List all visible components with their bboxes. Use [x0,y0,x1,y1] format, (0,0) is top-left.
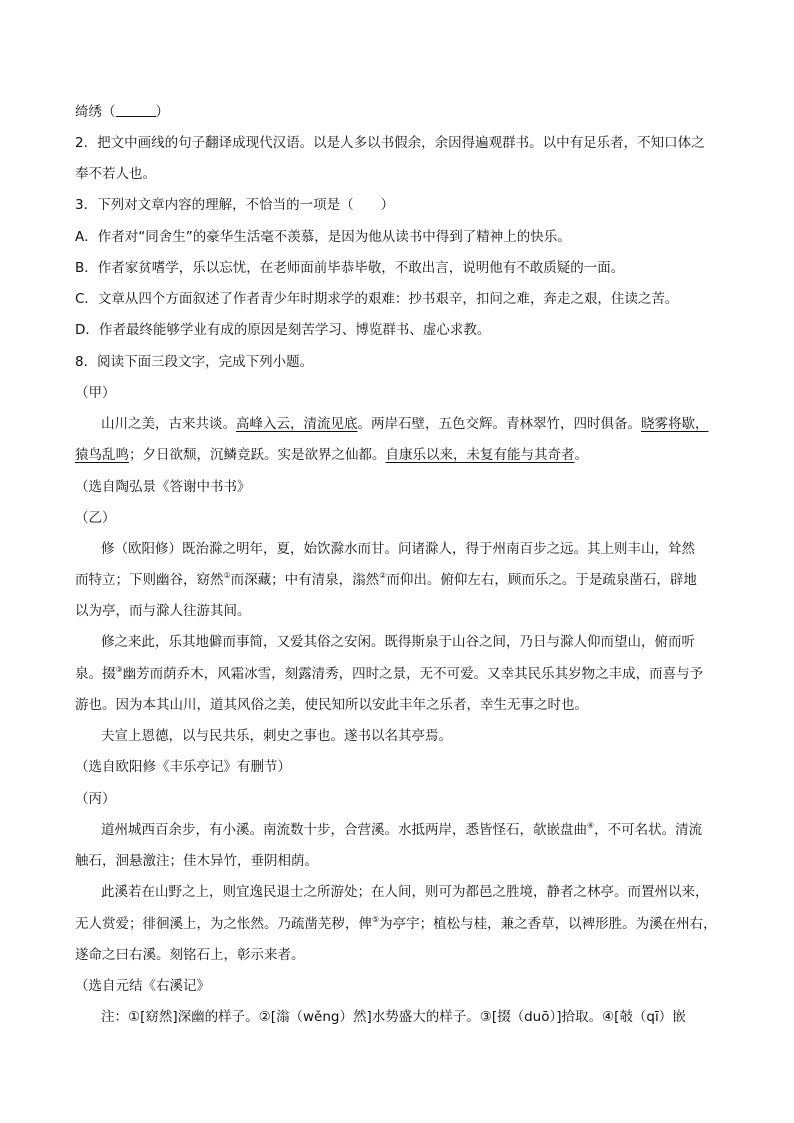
passage-bing-source: （选自元结《右溪记》 [75,978,210,994]
passage-yi-p1-line-1: 修（欧阳修）既治滁之明年，夏，始饮滁水而甘。问诸滁人，得于州南百步之远。其上则丰山，耸然 [101,541,695,557]
passage-jia-source: （选自陶弘景《答谢中书书》 [75,479,251,495]
jia-text: 。 [574,447,588,463]
underlined-sentence-3: 自康乐以来，未复有能与其奇者 [385,447,575,463]
passage-bing-p1-line-1 [101,819,731,841]
passage-jia-line-2 [75,444,735,466]
passage-bing-label: （丙） [75,791,116,807]
passage-yi-label: （乙） [75,510,116,526]
passage-bing-p1-line-2: 触石，洄悬激注；佳木异竹，垂阴相荫。 [75,853,318,869]
notes-line: 注：①[窈然]深幽的样子。②[滃（wěng）然]水势盛大的样子。③[掇（duō）]拾取。④[攲（qī）嵌 [101,1009,686,1025]
footnote-marker: ① [223,571,231,580]
footnote-marker: ④ [587,821,595,830]
q2-line-1: 2．把文中画线的句子翻译成现代汉语。以是人多以书假余，余因得遍观群书。以中有足乐者，不知口体之 [75,135,705,151]
passage-yi-p3: 夫宣上恩德，以与民共乐，刺史之事也。遂书以名其亭焉。 [101,728,452,744]
q8-stem: 8．阅读下面三段文字，完成下列小题。 [75,354,314,370]
footnote-marker: ③ [115,665,123,674]
q3-option-c: C．文章从四个方面叙述了作者青少年时期求学的艰难：抄书艰辛，扣问之难，奔走之艰，住读之苦。 [75,291,679,307]
passage-yi-p1-line-2 [75,569,735,591]
q1-tail-close: ） [155,104,169,120]
yi-text: 而特立；下则幽谷，窈然 [75,572,224,588]
underlined-sentence-1: 高峰入云，清流见底 [236,416,358,432]
yi-text: 而深藏；中有清泉，滃然 [230,572,380,588]
yi-text: 而仰出。俯仰左右，顾而乐之。于是疏泉凿石，辟地 [386,572,697,588]
underlined-sentence-2-cont: 猿鸟乱鸣 [75,447,129,463]
passage-yi-p2-line-3: 游也。因为本其山川，道其风俗之美，使民知所以安此丰年之乐者，幸生无事之时也。 [75,697,588,713]
jia-text: 。两岸石壁，五色交辉。青林翠竹，四时俱备。 [357,416,641,432]
passage-yi-source: （选自欧阳修《丰乐亭记》有删节） [75,759,291,775]
passage-jia-label: （甲） [75,385,116,401]
bing-text: 道州城西百余步，有小溪。南流数十步，合营溪。水抵两岸，悉皆怪石，欹嵌盘曲 [101,822,587,838]
bing-text: 无人赏爱；徘徊溪上，为之怅然。乃疏凿芜秽，俾 [75,916,372,932]
q2-line-2: 奉不若人也。 [75,166,156,182]
jia-text: 山川之美，古来共谈。 [101,416,236,432]
q3-option-b: B．作者家贫嗜学，乐以忘忧，在老师面前毕恭毕敬，不敢出言，说明他有不敢质疑的一面。 [75,260,625,276]
passage-bing-p2-line-1: 此溪若在山野之上，则宜逸民退士之所游处；在人间，则可为都邑之胜境，静者之林亭。而置州以来， [101,884,709,900]
q1-tail-line [75,101,735,123]
passage-bing-p2-line-3: 遂命之曰右溪。刻铭石上，彰示来者。 [75,947,305,963]
underlined-sentence-2: 晓雾将歇， [641,416,709,432]
jia-text: ；夕日欲颓，沉鳞竞跃。实是欲界之仙都。 [129,447,386,463]
passage-jia-line-1 [101,413,731,435]
footnote-marker: ⑤ [372,915,380,924]
bing-text: ，不可名状。清流 [594,822,703,838]
q3-option-a: A．作者对“同舍生”的豪华生活毫不羡慕，是因为他从读书中得到了精神上的快乐。 [75,229,571,245]
footnote-marker: ② [379,571,387,580]
bing-text: 为亭宇；植松与桂，兼之香草，以裨形胜。为溪在州右， [379,916,717,932]
yi-text: 幽芳而荫乔木，风霜冰雪，刻露清秀，四时之景，无不可爱。又幸其民乐其岁物之丰成，而喜与予 [122,666,704,682]
passage-yi-p1-line-3: 以为亭，而与滁人往游其间。 [75,603,251,619]
q3-option-d: D．作者最终能够学业有成的原因是刻苦学习、博览群书、虚心求教。 [75,322,491,338]
q1-tail-text: 绮绣（ [75,104,116,120]
passage-yi-p2-line-2 [75,663,735,685]
yi-text: 泉。掇 [75,666,116,682]
q3-stem: 3．下列对文章内容的理解，不恰当的一项是（ ） [75,197,395,213]
passage-yi-p2-line-1: 修之来此，乐其地僻而事简，又爱其俗之安闲。既得斯泉于山谷之间，乃日与滁人仰而望山，俯而听 [101,634,695,650]
answer-blank[interactable] [116,102,156,117]
passage-bing-p2-line-2 [75,913,735,935]
